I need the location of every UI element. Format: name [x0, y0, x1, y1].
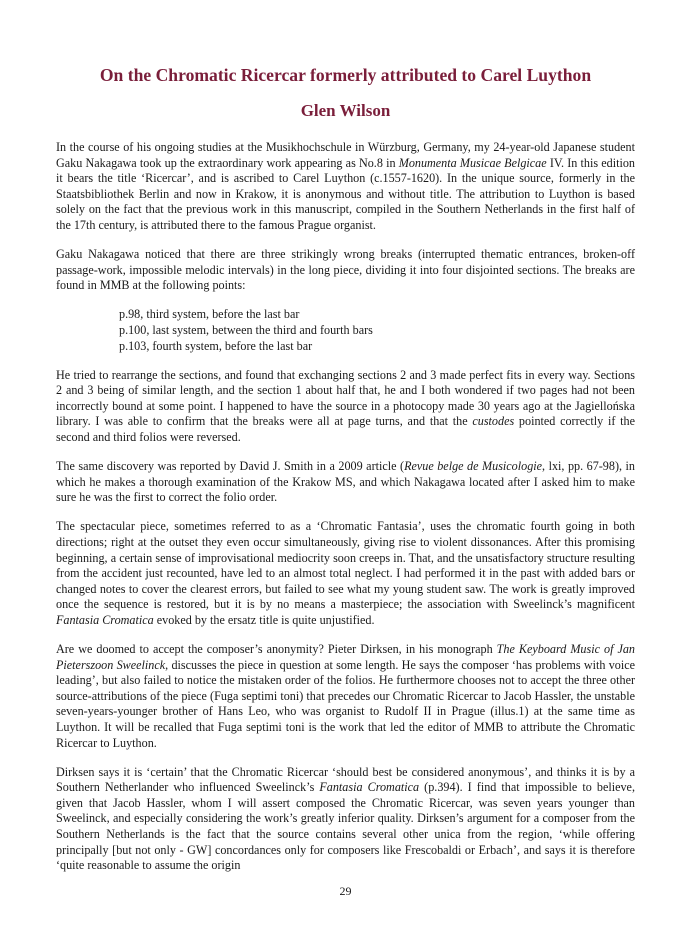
- article-title: On the Chromatic Ricercar formerly attributed to Carel Luython: [99, 65, 592, 85]
- italic-text: Monumenta Musicae Belgicae: [398, 155, 547, 170]
- breaks-list: [56, 307, 635, 354]
- italic-text: custodes: [472, 414, 515, 429]
- paragraph: The spectacular piece, sometimes referred to as a ‘Chromatic Fantasia’, uses the chromatic fourth going in both directions; right at the outset they even occur simultaneously, giving rise to violent dissonances. After this promising beginning, a certain sense of improvisational mediocrity soon creeps in. That, and the unsatisfactory structure resulting from the accident just recounted, have led to an almost total neglect. I had performed it in the past with added bars or changed notes to cover the clearest errors, but failed to see what my young student saw. The work is greatly improved once the sequence is restored, but it is by no means a masterpiece; the association with Sweelinck’s magnificent Fantasia Cromatica evoked by the ersatz title is quite unjustified.: [56, 519, 635, 627]
- list-item: p.103, fourth system, before the last bar: [119, 338, 313, 353]
- italic-text: Revue belge de Musicologie: [404, 459, 543, 474]
- paragraph: Gaku Nakagawa noticed that there are three strikingly wrong breaks (interrupted thematic entrances, broken-off passage-work, impossible melodic intervals) in the long piece, dividing it into four disjointed sections. The breaks are found in MMB at the following points:: [56, 247, 635, 293]
- list-item: p.98, third system, before the last bar: [119, 307, 300, 322]
- italic-text: Fantasia Cromatica: [56, 612, 154, 627]
- paragraph: In the course of his ongoing studies at the Musikhochschule in Würzburg, Germany, my 24-year-old Japanese student Gaku Nakagawa took up the extraordinary work appearing as No.8 in Monumenta Musicae Belgicae IV. In this edition it bears the title ‘Ricercar’, and is ascribed to Carel Luython (c.1557-1620). In the unique source, formerly in the Staatsbibliothek Berlin and now in Krakow, it is anonymous and without title. The attribution to Luython is based solely on the fact that the previous work in this manuscript, compiled in the Southern Netherlands in the first half of the 17th century, is attributed there to the famous Prague organist.: [56, 140, 635, 232]
- italic-text: Fantasia Cromatica: [319, 780, 420, 795]
- italic-text: The Keyboard Music of Jan Pieterszoon Sweelinck: [56, 642, 635, 672]
- article-page: [56, 64, 635, 887]
- page-number: 29: [339, 884, 352, 898]
- list-item: p.100, last system, between the third and fourth bars: [119, 322, 373, 337]
- article-body: [56, 140, 635, 874]
- paragraph: Dirksen says it is ‘certain’ that the Chromatic Ricercar ‘should best be considered anonymous’, and thinks it is by a Southern Netherlander who influenced Sweelinck’s Fantasia Cromatica (p.394). I find that impossible to believe, given that Jacob Hassler, whom I will assert composed the Chromatic Ricercar, was seven years younger than Sweelinck, and especially considering the work’s greatly inferior quality. Dirksen’s argument for a composer from the Southern Netherlands is the fact that the source contains several other unica from the region, ‘while offering principally [but not only - GW] concordances only for composers like Frescobaldi or Erbach’, and says it is therefore ‘quite reasonable to assume the origin: [56, 764, 635, 873]
- article-author: Glen Wilson: [300, 101, 391, 120]
- paragraph: The same discovery was reported by David J. Smith in a 2009 article (Revue belge de Musicologie, lxi, pp. 67-98), in which he makes a thorough examination of the Krakow MS, and which Nakagawa located after I asked him to make sure he was the first to correct the folio order.: [56, 459, 635, 505]
- paragraph: He tried to rearrange the sections, and found that exchanging sections 2 and 3 made perfect fits in every way. Sections 2 and 3 being of similar length, and the section 1 about half that, he and I both wondered if two pages had not been incorrectly bound at some point. I happened to have the source in a photocopy made 30 years ago at the Jagiellońska library. I was able to confirm that the breaks were all at page turns, and that the custodes pointed correctly if the second and third folios were reversed.: [56, 367, 635, 444]
- paragraph: Are we doomed to accept the composer’s anonymity? Pieter Dirksen, in his monograph The Keyboard Music of Jan Pieterszoon Sweelinck, discusses the piece in question at some length. He says the composer ‘has problems with voice leading’, but also failed to notice the mistaken order of the folios. He furthermore chooses not to accept the three other source-attributions of the piece (Fuga septimi toni) that precedes our Chromatic Ricercar to Jacob Hassler, the unstable seven-years-younger brother of Hans Leo, who was organist to Rudolf II in Prague (illus.1) at the same time as Luython. It will be recalled that Fuga septimi toni is the work that led the editor of MMB to attribute the Chromatic Ricercar to Luython.: [56, 642, 636, 750]
